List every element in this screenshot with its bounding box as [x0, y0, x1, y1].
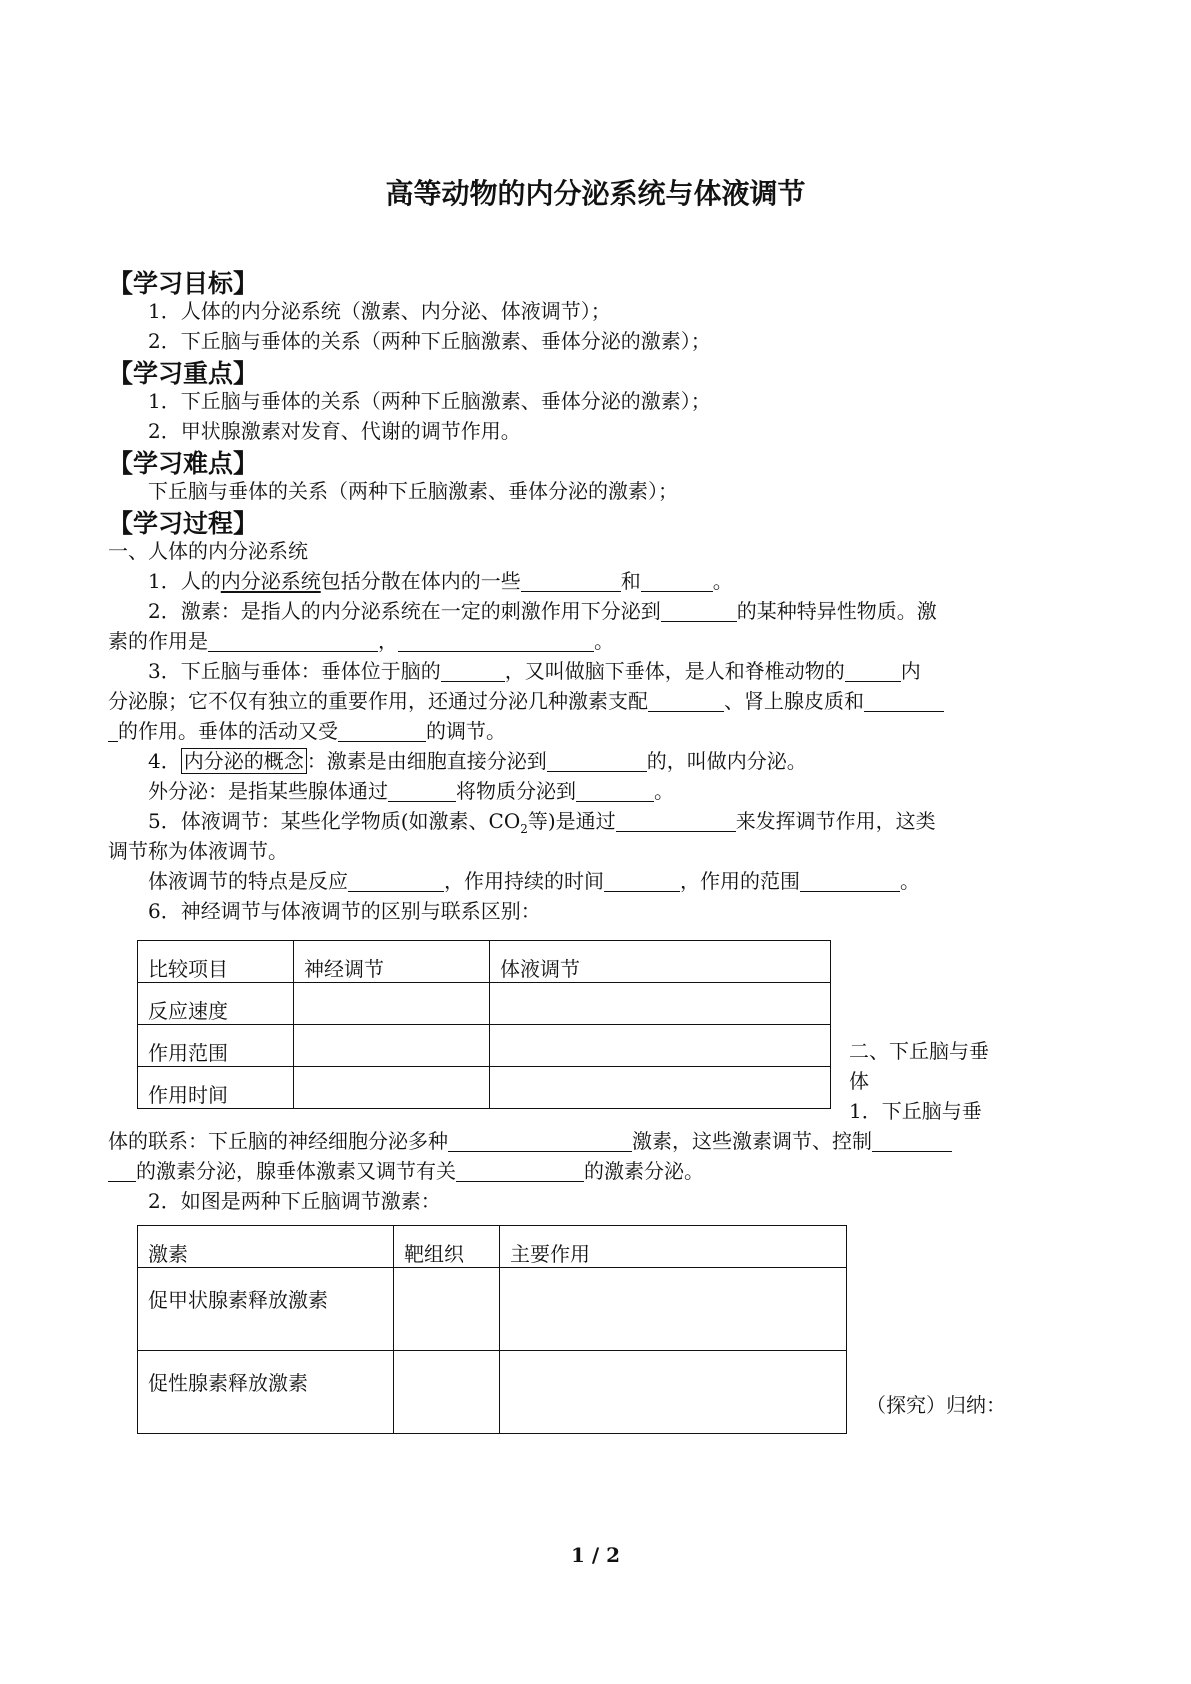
table-cell: 促性腺素释放激素: [138, 1351, 394, 1434]
q4-line: 4． 内分泌的概念 ：激素是由细胞直接分泌到 的，叫做内分泌。: [148, 749, 807, 773]
part2-title-b: 体: [849, 1069, 869, 1093]
table-row: [138, 1025, 831, 1067]
table-row: [138, 1351, 847, 1434]
table-cell[interactable]: [294, 1067, 490, 1109]
hormone-table: [137, 1225, 847, 1434]
page-title: 高等动物的内分泌系统与体液调节: [385, 177, 806, 210]
fill-blank[interactable]: [547, 749, 647, 772]
underlined-term: 内分泌系统: [220, 569, 321, 593]
fill-blank[interactable]: [604, 869, 680, 892]
q5b-line: 体液调节的特点是反应 ，作用持续的时间 ，作用的范围 。: [148, 869, 920, 893]
table-header-cell: 体液调节: [490, 941, 831, 983]
table-header-cell: 靶组织: [394, 1226, 500, 1268]
goals-heading: 【学习目标】: [108, 269, 259, 298]
goal-item-2: 2．下丘脑与垂体的关系（两种下丘脑激素、垂体分泌的激素）；: [148, 329, 711, 353]
p2q1-start: 1．下丘脑与垂: [849, 1099, 982, 1123]
table-row: [138, 1067, 831, 1109]
key-points-heading: 【学习重点】: [108, 359, 259, 388]
table-cell: 作用范围: [138, 1025, 294, 1067]
fill-blank[interactable]: [872, 1129, 952, 1152]
fill-blank[interactable]: [616, 809, 736, 832]
fill-blank[interactable]: [448, 1129, 632, 1152]
difficulties-heading: 【学习难点】: [108, 449, 259, 478]
table-header-cell: 神经调节: [294, 941, 490, 983]
table-cell[interactable]: [500, 1268, 847, 1351]
fill-blank[interactable]: [576, 779, 654, 802]
fill-blank[interactable]: [108, 719, 118, 742]
explore-summary: （探究）归纳：: [866, 1393, 1006, 1417]
table-row: [138, 983, 831, 1025]
fill-blank[interactable]: [845, 659, 901, 682]
q2-line-2: 素的作用是 ， 。: [108, 629, 614, 653]
q6-line: 6．神经调节与体液调节的区别与联系区别：: [148, 899, 541, 923]
q2-line-1: 2．激素：是指人的内分泌系统在一定的刺激作用下分泌到 的某种特异性物质。激: [148, 599, 937, 623]
table-cell[interactable]: [490, 1067, 831, 1109]
boxed-term: 内分泌的概念: [181, 748, 307, 774]
table-cell[interactable]: [500, 1351, 847, 1434]
table-cell: 反应速度: [138, 983, 294, 1025]
table-row: [138, 1268, 847, 1351]
fill-blank[interactable]: [521, 569, 621, 592]
table-header-cell: 主要作用: [500, 1226, 847, 1268]
fill-blank[interactable]: [456, 1159, 584, 1182]
part2-title-a: 二、下丘脑与垂: [849, 1039, 989, 1063]
q1-line: 1．人的内分泌系统包括分散在体内的一些 和 。: [148, 569, 733, 593]
fill-blank[interactable]: [800, 869, 900, 892]
q3-line-1: 3．下丘脑与垂体：垂体位于脑的 ，又叫做脑下垂体，是人和脊椎动物的 内: [148, 659, 921, 683]
fill-blank[interactable]: [108, 1159, 136, 1182]
comparison-table: [137, 940, 831, 1109]
fill-blank[interactable]: [641, 569, 713, 592]
table-cell[interactable]: [490, 1025, 831, 1067]
fill-blank[interactable]: [208, 629, 378, 652]
key-point-1: 1．下丘脑与垂体的关系（两种下丘脑激素、垂体分泌的激素）；: [148, 389, 711, 413]
table-cell: 作用时间: [138, 1067, 294, 1109]
p2q2-line: 2．如图是两种下丘脑调节激素：: [148, 1189, 441, 1213]
table-cell[interactable]: [490, 983, 831, 1025]
table-cell[interactable]: [294, 983, 490, 1025]
p2q1-line-1: 体的联系：下丘脑的神经细胞分泌多种 激素，这些激素调节、控制: [108, 1126, 952, 1156]
key-point-2: 2．甲状腺激素对发育、代谢的调节作用。: [148, 419, 521, 443]
table-cell[interactable]: [294, 1025, 490, 1067]
page-number: 1 / 2: [570, 1543, 621, 1567]
q3-line-3: 的作用。垂体的活动又受 的调节。: [108, 716, 506, 746]
fill-blank[interactable]: [348, 869, 444, 892]
p2q1-line-2: 的激素分泌，腺垂体激素又调节有关 的激素分泌。: [108, 1156, 704, 1186]
process-heading: 【学习过程】: [108, 509, 259, 538]
fill-blank[interactable]: [648, 689, 724, 712]
fill-blank[interactable]: [864, 689, 944, 712]
fill-blank[interactable]: [441, 659, 505, 682]
q4b-line: 外分泌：是指某些腺体通过 将物质分泌到 。: [148, 779, 674, 803]
table-cell: 促甲状腺素释放激素: [138, 1268, 394, 1351]
table-cell[interactable]: [394, 1268, 500, 1351]
q5-line-2: 调节称为体液调节。: [108, 839, 288, 863]
table-header-cell: 比较项目: [138, 941, 294, 983]
fill-blank[interactable]: [388, 779, 456, 802]
fill-blank[interactable]: [661, 599, 737, 622]
part1-title: 一、人体的内分泌系统: [108, 539, 308, 563]
q3-line-2: 分泌腺；它不仅有独立的重要作用，还通过分泌几种激素支配 、肾上腺皮质和: [108, 686, 944, 716]
q5-line-1: 5．体液调节：某些化学物质(如激素、$CO_2$等)是通过 来发挥调节作用，这类: [148, 809, 936, 836]
goal-item-1: 1．人体的内分泌系统（激素、内分泌、体液调节）；: [148, 299, 611, 323]
fill-blank[interactable]: [338, 719, 426, 742]
table-header-cell: 激素: [138, 1226, 394, 1268]
fill-blank[interactable]: [398, 629, 594, 652]
difficulty-item: 下丘脑与垂体的关系（两种下丘脑激素、垂体分泌的激素）；: [148, 479, 678, 503]
table-cell[interactable]: [394, 1351, 500, 1434]
